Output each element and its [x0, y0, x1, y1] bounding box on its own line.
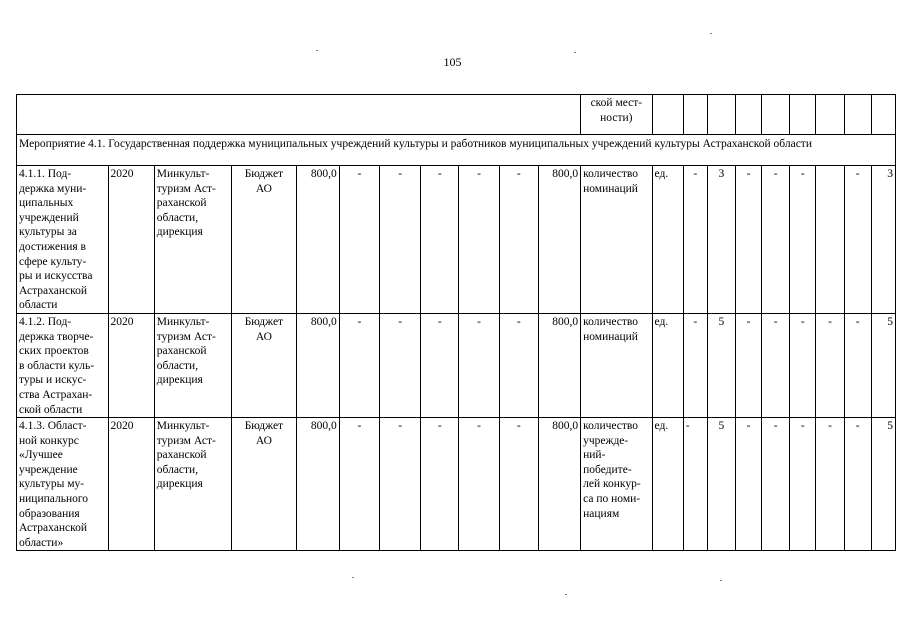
year-amount: -: [339, 166, 379, 314]
year-amount: -: [380, 166, 421, 314]
indicator-value: -: [735, 313, 761, 417]
indicator-value: -: [790, 418, 816, 551]
indicator-value: -: [762, 313, 790, 417]
activity-total: 800,0: [296, 313, 339, 417]
activity-amount: 800,0: [538, 418, 580, 551]
indicator-unit: ед.: [652, 166, 683, 314]
activity-year: 2020: [108, 166, 154, 314]
activity-executor: Минкульт- туризм Аст- раханской области, дирекция: [154, 418, 231, 551]
indicator-value: 3: [707, 166, 735, 314]
year-amount: -: [499, 166, 538, 314]
indicator-value: -: [844, 166, 871, 314]
year-amount: -: [499, 313, 538, 417]
table-row: [17, 418, 896, 551]
year-amount: -: [499, 418, 538, 551]
scan-speck: [710, 33, 712, 34]
year-amount: -: [459, 166, 499, 314]
activity-executor: Минкульт- туризм Аст- раханской области, дирекция: [154, 166, 231, 314]
activity-amount: 800,0: [538, 166, 580, 314]
year-amount: -: [380, 313, 421, 417]
indicator-value: -: [844, 313, 871, 417]
activity-amount: 800,0: [538, 313, 580, 417]
scan-speck: [352, 577, 354, 578]
activity-total: 800,0: [296, 166, 339, 314]
indicator-value: -: [683, 166, 707, 314]
carry-over-indicator-cell: ской мест- ности): [581, 95, 652, 135]
activity-executor: Минкульт- туризм Аст- раханской области, дирекция: [154, 313, 231, 417]
indicator-unit: ед.: [652, 313, 683, 417]
year-amount: -: [459, 418, 499, 551]
activity-total: 800,0: [296, 418, 339, 551]
activity-name: 4.1.1. Под- держка муни- ципальных учреждений культуры за достижения в сфере культу- ры и искусства Астраханской области: [17, 166, 109, 314]
indicator-value: -: [762, 418, 790, 551]
indicator-total: 5: [871, 313, 895, 417]
indicator-name: количество номинаций: [581, 313, 652, 417]
year-amount: -: [380, 418, 421, 551]
indicator-value: -: [816, 418, 844, 551]
table-row-carry-over: [17, 95, 896, 135]
indicator-value: -: [735, 418, 761, 551]
scan-speck: [574, 52, 576, 53]
year-amount: -: [421, 418, 459, 551]
year-amount: -: [421, 166, 459, 314]
indicator-value: -: [790, 166, 816, 314]
activity-funding-source: Бюджет АО: [232, 418, 296, 551]
activity-name: 4.1.2. Под- держка творче- ских проектов в области куль- туры и искус- ства Астрахан- ской области: [17, 313, 109, 417]
event-heading-row: [17, 135, 896, 166]
activity-name: 4.1.3. Област- ной конкурс «Лучшее учреждение культуры му- ниципального образования Астраханской области»: [17, 418, 109, 551]
table-row: [17, 313, 896, 417]
year-amount: -: [459, 313, 499, 417]
indicator-value: -: [762, 166, 790, 314]
indicator-value: 5: [707, 418, 735, 551]
carry-over-empty-cell: [17, 95, 581, 135]
indicator-value: 5: [707, 313, 735, 417]
activity-funding-source: Бюджет АО: [232, 313, 296, 417]
program-activities-table: [16, 94, 896, 551]
indicator-total: 5: [871, 418, 895, 551]
page-number: 105: [443, 55, 462, 69]
year-amount: -: [339, 418, 379, 551]
indicator-value: -: [683, 313, 707, 417]
indicator-value: -: [844, 418, 871, 551]
indicator-name: количество номинаций: [581, 166, 652, 314]
indicator-total: 3: [871, 166, 895, 314]
indicator-value: [816, 166, 844, 314]
indicator-value: -: [683, 418, 707, 551]
year-amount: -: [339, 313, 379, 417]
activity-funding-source: Бюджет АО: [232, 166, 296, 314]
year-amount: -: [421, 313, 459, 417]
indicator-value: -: [790, 313, 816, 417]
indicator-value: -: [735, 166, 761, 314]
event-heading: Мероприятие 4.1. Государственная поддержка муниципальных учреждений культуры и работников муниципальных учреждений культуры Астраханской области: [17, 135, 896, 166]
scan-speck: [316, 50, 318, 51]
activity-year: 2020: [108, 313, 154, 417]
indicator-name: количество учрежде- ний- победите- лей конкур- са по номи- нациям: [581, 418, 652, 551]
indicator-value: -: [816, 313, 844, 417]
indicator-unit: ед.: [652, 418, 683, 551]
scan-speck: [565, 594, 567, 595]
scan-speck: [720, 580, 722, 581]
activity-year: 2020: [108, 418, 154, 551]
table-row: [17, 166, 896, 314]
